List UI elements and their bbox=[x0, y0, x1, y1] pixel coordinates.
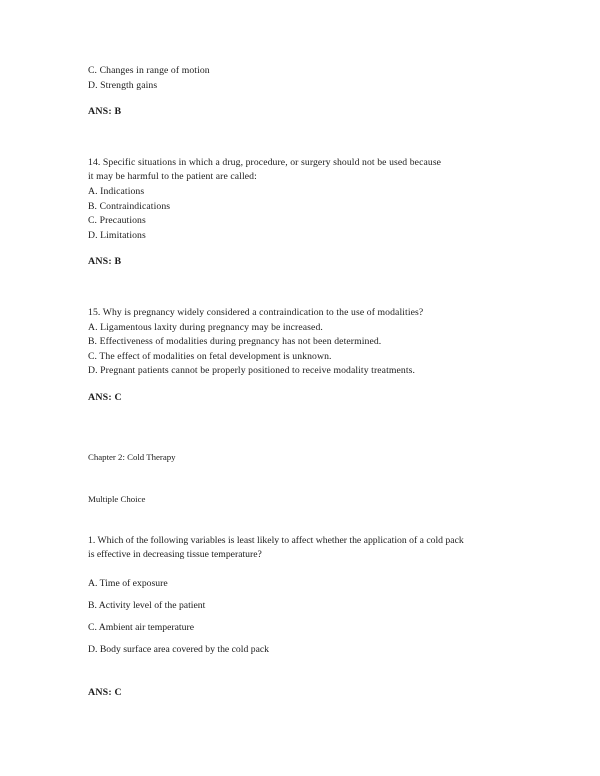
q15-option-c: C. The effect of modalities on fetal development is unknown. bbox=[88, 350, 332, 362]
spacer bbox=[88, 406, 514, 450]
chapter-heading: Chapter 2: Cold Therapy bbox=[88, 451, 176, 462]
ch2-q1-stem-line-1: 1. Which of the following variables is least likely to affect whether the application of a cold pack bbox=[88, 534, 464, 546]
ch2-q1-answer: ANS: C bbox=[88, 686, 122, 698]
ch2-q1-stem-line-2: is effective in decreasing tissue temperature? bbox=[88, 549, 262, 561]
q15-answer: ANS: C bbox=[88, 391, 122, 403]
ch2-q1-option-a: A. Time of exposure bbox=[88, 577, 168, 589]
q13-option-c: C. Changes in range of motion bbox=[88, 65, 210, 76]
q15-option-d: D. Pregnant patients cannot be properly positioned to receive modality treatments. bbox=[88, 365, 416, 377]
ch2-q1-option-b: B. Activity level of the patient bbox=[88, 599, 206, 611]
document-text-column bbox=[88, 64, 514, 700]
spacer bbox=[88, 658, 514, 686]
spacer bbox=[88, 506, 514, 534]
q14-option-a: A. Indications bbox=[88, 185, 145, 197]
ch2-q1-option-c: C. Ambient air temperature bbox=[88, 621, 194, 633]
ch2-question-1-stem bbox=[88, 534, 514, 563]
q14-option-c: C. Precautions bbox=[88, 215, 146, 227]
question-13-options bbox=[88, 64, 514, 93]
question-15 bbox=[88, 306, 514, 379]
q14-stem-line-1: 14. Specific situations in which a drug, procedure, or surgery should not be used because bbox=[88, 156, 442, 168]
ch2-q1-option-d: D. Body surface area covered by the cold pack bbox=[88, 643, 270, 655]
q15-stem-line-1: 15. Why is pregnancy widely considered a contraindication to the use of modalities? bbox=[88, 306, 424, 318]
spacer bbox=[88, 120, 514, 156]
q14-option-d: D. Limitations bbox=[88, 229, 146, 241]
spacer bbox=[88, 379, 514, 391]
q14-answer: ANS: B bbox=[88, 256, 122, 268]
q13-answer: ANS: B bbox=[88, 106, 122, 118]
spacer bbox=[88, 243, 514, 255]
q15-option-a: A. Ligamentous laxity during pregnancy may be increased. bbox=[88, 321, 323, 333]
q15-option-b: B. Effectiveness of modalities during pregnancy has not been determined. bbox=[88, 336, 382, 348]
question-14 bbox=[88, 156, 514, 244]
spacer bbox=[88, 270, 514, 306]
q14-stem-line-2: it may be harmful to the patient are called: bbox=[88, 171, 257, 183]
spacer bbox=[88, 93, 514, 105]
section-heading: Multiple Choice bbox=[88, 493, 146, 504]
spacer bbox=[88, 464, 514, 492]
q13-option-d: D. Strength gains bbox=[88, 79, 158, 91]
q14-option-b: B. Contraindications bbox=[88, 200, 171, 212]
